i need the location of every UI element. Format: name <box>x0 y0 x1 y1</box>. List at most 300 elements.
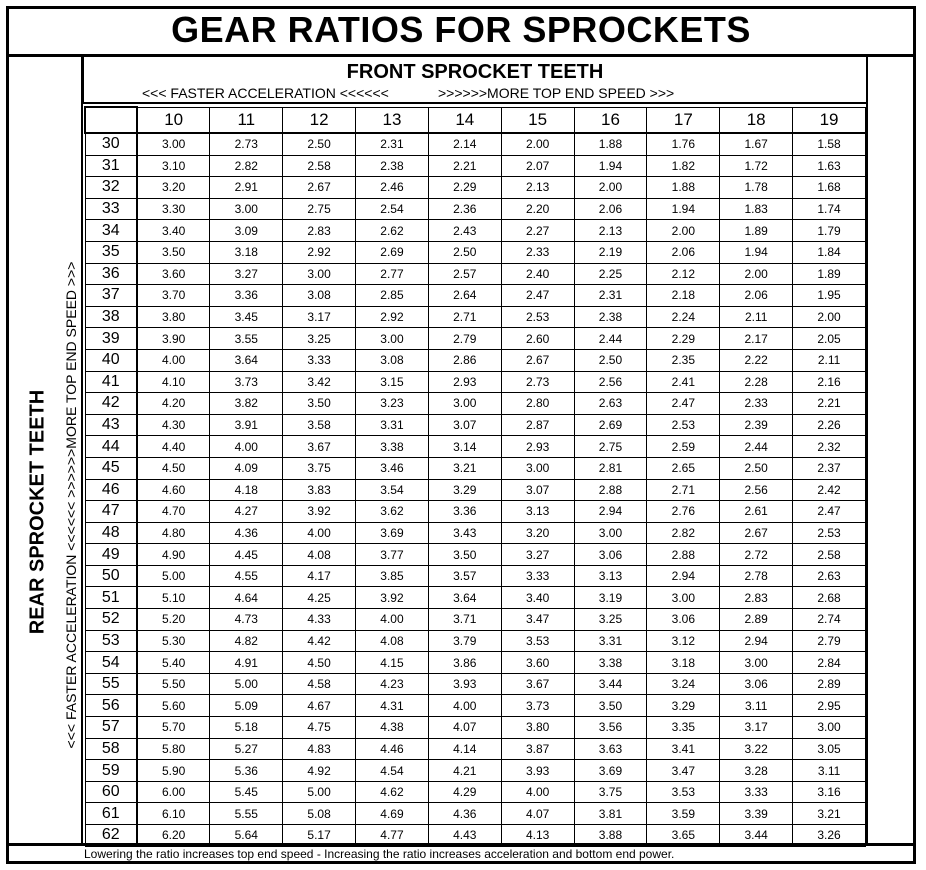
ratio-cell: 1.94 <box>720 241 793 263</box>
ratio-cell: 2.25 <box>574 263 647 285</box>
table-row <box>85 457 866 479</box>
ratio-cell: 4.08 <box>283 544 356 566</box>
ratio-cell: 2.82 <box>647 522 720 544</box>
ratio-cell: 4.77 <box>356 825 429 847</box>
ratio-cell: 5.09 <box>210 695 283 717</box>
ratio-cell: 2.27 <box>501 220 574 242</box>
ratio-cell: 3.21 <box>793 803 866 825</box>
ratio-cell: 2.92 <box>356 306 429 328</box>
ratio-cell: 4.27 <box>210 501 283 523</box>
ratio-cell: 5.40 <box>137 652 210 674</box>
ratio-cell: 2.56 <box>720 479 793 501</box>
ratio-cell: 3.69 <box>356 522 429 544</box>
ratio-cell: 2.44 <box>720 436 793 458</box>
ratio-cell: 2.18 <box>647 285 720 307</box>
table-row <box>85 133 866 155</box>
rear-teeth-cell: 50 <box>85 565 137 587</box>
ratio-cell: 2.94 <box>720 630 793 652</box>
ratio-cell: 4.36 <box>428 803 501 825</box>
ratio-cell: 3.83 <box>283 479 356 501</box>
table-row <box>85 565 866 587</box>
ratio-cell: 5.64 <box>210 825 283 847</box>
rear-teeth-cell: 44 <box>85 436 137 458</box>
ratio-cell: 3.17 <box>720 717 793 739</box>
ratio-cell: 2.31 <box>356 133 429 155</box>
ratio-cell: 2.94 <box>647 565 720 587</box>
ratio-cell: 3.26 <box>793 825 866 847</box>
ratio-cell: 3.73 <box>501 695 574 717</box>
ratio-cell: 5.60 <box>137 695 210 717</box>
ratio-cell: 4.00 <box>210 436 283 458</box>
ratio-cell: 3.75 <box>574 781 647 803</box>
table-row <box>85 220 866 242</box>
ratio-cell: 2.00 <box>647 220 720 242</box>
ratio-cell: 2.63 <box>574 393 647 415</box>
ratio-cell: 3.50 <box>428 544 501 566</box>
ratio-cell: 2.83 <box>720 587 793 609</box>
ratio-cell: 3.47 <box>501 609 574 631</box>
ratio-cell: 3.70 <box>137 285 210 307</box>
ratio-cell: 3.20 <box>501 522 574 544</box>
ratio-cell: 3.33 <box>283 349 356 371</box>
ratio-cell: 2.17 <box>720 328 793 350</box>
rear-sprocket-note: <<< FASTER ACCELERATION <<<<<< >>>>>>MORE TOP END SPEED >>> <box>63 261 79 749</box>
ratio-cell: 4.00 <box>428 695 501 717</box>
ratio-cell: 2.88 <box>647 544 720 566</box>
ratio-cell: 4.91 <box>210 652 283 674</box>
faster-acceleration-note: <<< FASTER ACCELERATION <<<<<< <box>142 85 389 101</box>
gear-ratio-table <box>84 106 866 847</box>
ratio-cell: 1.84 <box>793 241 866 263</box>
ratio-cell: 2.00 <box>574 177 647 199</box>
ratio-cell: 3.82 <box>210 393 283 415</box>
ratio-cell: 3.40 <box>501 587 574 609</box>
ratio-cell: 3.77 <box>356 544 429 566</box>
ratio-cell: 3.19 <box>574 587 647 609</box>
ratio-cell: 2.75 <box>574 436 647 458</box>
ratio-cell: 3.93 <box>501 760 574 782</box>
table-row <box>85 198 866 220</box>
ratio-cell: 3.06 <box>574 544 647 566</box>
ratio-cell: 1.76 <box>647 133 720 155</box>
ratio-cell: 4.14 <box>428 738 501 760</box>
rear-teeth-cell: 39 <box>85 328 137 350</box>
ratio-cell: 3.11 <box>720 695 793 717</box>
ratio-cell: 3.07 <box>501 479 574 501</box>
table-row <box>85 263 866 285</box>
ratio-cell: 2.68 <box>793 587 866 609</box>
ratio-cell: 3.50 <box>283 393 356 415</box>
ratio-cell: 3.18 <box>647 652 720 674</box>
table-row <box>85 306 866 328</box>
ratio-cell: 3.20 <box>137 177 210 199</box>
ratio-cell: 3.18 <box>210 241 283 263</box>
ratio-cell: 2.33 <box>501 241 574 263</box>
table-row <box>85 587 866 609</box>
rear-teeth-cell: 38 <box>85 306 137 328</box>
ratio-cell: 2.21 <box>793 393 866 415</box>
ratio-cell: 2.39 <box>720 414 793 436</box>
ratio-cell: 2.42 <box>793 479 866 501</box>
ratio-cell: 2.79 <box>793 630 866 652</box>
ratio-cell: 4.30 <box>137 414 210 436</box>
ratio-cell: 5.00 <box>137 565 210 587</box>
ratio-cell: 3.35 <box>647 717 720 739</box>
ratio-cell: 3.27 <box>210 263 283 285</box>
ratio-cell: 3.36 <box>210 285 283 307</box>
ratio-cell: 3.29 <box>428 479 501 501</box>
ratio-cell: 2.82 <box>210 155 283 177</box>
ratio-cell: 2.06 <box>720 285 793 307</box>
ratio-cell: 4.82 <box>210 630 283 652</box>
ratio-cell: 2.06 <box>647 241 720 263</box>
ratio-cell: 3.65 <box>647 825 720 847</box>
ratio-cell: 2.86 <box>428 349 501 371</box>
ratio-cell: 2.11 <box>720 306 793 328</box>
ratio-cell: 4.40 <box>137 436 210 458</box>
ratio-cell: 3.63 <box>574 738 647 760</box>
table-row <box>85 414 866 436</box>
ratio-cell: 3.08 <box>356 349 429 371</box>
ratio-cell: 4.29 <box>428 781 501 803</box>
ratio-cell: 3.08 <box>283 285 356 307</box>
ratio-cell: 2.47 <box>501 285 574 307</box>
ratio-cell: 4.21 <box>428 760 501 782</box>
ratio-cell: 2.00 <box>501 133 574 155</box>
ratio-cell: 4.42 <box>283 630 356 652</box>
ratio-cell: 3.92 <box>356 587 429 609</box>
left-divider <box>81 57 83 843</box>
ratio-cell: 3.67 <box>283 436 356 458</box>
table-row <box>85 371 866 393</box>
ratio-cell: 5.10 <box>137 587 210 609</box>
table-row <box>85 393 866 415</box>
ratio-cell: 3.57 <box>428 565 501 587</box>
ratio-cell: 4.25 <box>283 587 356 609</box>
front-teeth-header: 13 <box>356 107 429 133</box>
ratio-cell: 3.91 <box>210 414 283 436</box>
ratio-cell: 2.65 <box>647 457 720 479</box>
ratio-cell: 4.08 <box>356 630 429 652</box>
table-row <box>85 673 866 695</box>
ratio-cell: 2.73 <box>501 371 574 393</box>
ratio-cell: 2.33 <box>720 393 793 415</box>
ratio-cell: 2.36 <box>428 198 501 220</box>
ratio-cell: 3.42 <box>283 371 356 393</box>
front-teeth-header: 14 <box>428 107 501 133</box>
ratio-cell: 4.00 <box>501 781 574 803</box>
ratio-cell: 1.89 <box>793 263 866 285</box>
ratio-cell: 3.86 <box>428 652 501 674</box>
rear-teeth-cell: 46 <box>85 479 137 501</box>
ratio-cell: 2.58 <box>793 544 866 566</box>
ratio-cell: 2.87 <box>501 414 574 436</box>
ratio-cell: 3.69 <box>574 760 647 782</box>
ratio-cell: 6.10 <box>137 803 210 825</box>
ratio-cell: 2.47 <box>793 501 866 523</box>
ratio-cell: 4.67 <box>283 695 356 717</box>
ratio-cell: 3.39 <box>720 803 793 825</box>
ratio-cell: 4.55 <box>210 565 283 587</box>
ratio-cell: 3.15 <box>356 371 429 393</box>
ratio-cell: 2.81 <box>574 457 647 479</box>
table-row <box>85 717 866 739</box>
ratio-cell: 1.78 <box>720 177 793 199</box>
ratio-cell: 3.14 <box>428 436 501 458</box>
ratio-cell: 5.20 <box>137 609 210 631</box>
ratio-cell: 3.00 <box>501 457 574 479</box>
table-row <box>85 609 866 631</box>
rear-teeth-cell: 61 <box>85 803 137 825</box>
ratio-cell: 3.58 <box>283 414 356 436</box>
ratio-cell: 4.38 <box>356 717 429 739</box>
ratio-cell: 2.71 <box>647 479 720 501</box>
ratio-cell: 4.60 <box>137 479 210 501</box>
ratio-cell: 2.75 <box>283 198 356 220</box>
ratio-cell: 3.87 <box>501 738 574 760</box>
ratio-cell: 1.67 <box>720 133 793 155</box>
ratio-cell: 4.33 <box>283 609 356 631</box>
ratio-cell: 2.29 <box>428 177 501 199</box>
ratio-cell: 1.83 <box>720 198 793 220</box>
ratio-cell: 2.78 <box>720 565 793 587</box>
ratio-cell: 2.83 <box>283 220 356 242</box>
ratio-cell: 3.28 <box>720 760 793 782</box>
ratio-cell: 3.93 <box>428 673 501 695</box>
ratio-cell: 3.40 <box>137 220 210 242</box>
rear-teeth-cell: 52 <box>85 609 137 631</box>
table-row <box>85 522 866 544</box>
ratio-cell: 2.50 <box>720 457 793 479</box>
ratio-cell: 3.07 <box>428 414 501 436</box>
ratio-cell: 3.60 <box>137 263 210 285</box>
table-row <box>85 241 866 263</box>
ratio-cell: 4.09 <box>210 457 283 479</box>
ratio-cell: 2.88 <box>574 479 647 501</box>
ratio-cell: 3.47 <box>647 760 720 782</box>
ratio-cell: 3.00 <box>137 133 210 155</box>
ratio-cell: 2.26 <box>793 414 866 436</box>
ratio-cell: 1.94 <box>574 155 647 177</box>
ratio-cell: 1.63 <box>793 155 866 177</box>
ratio-cell: 3.67 <box>501 673 574 695</box>
ratio-cell: 5.80 <box>137 738 210 760</box>
ratio-cell: 4.90 <box>137 544 210 566</box>
ratio-cell: 4.07 <box>428 717 501 739</box>
ratio-cell: 3.41 <box>647 738 720 760</box>
table-row <box>85 177 866 199</box>
ratio-cell: 3.90 <box>137 328 210 350</box>
ratio-cell: 4.00 <box>137 349 210 371</box>
front-teeth-header: 11 <box>210 107 283 133</box>
ratio-cell: 2.76 <box>647 501 720 523</box>
ratio-cell: 3.92 <box>283 501 356 523</box>
ratio-cell: 4.58 <box>283 673 356 695</box>
rear-sprocket-title: REAR SPROCKET TEETH <box>26 389 49 635</box>
ratio-cell: 3.54 <box>356 479 429 501</box>
ratio-cell: 3.81 <box>574 803 647 825</box>
rear-teeth-cell: 37 <box>85 285 137 307</box>
ratio-cell: 2.57 <box>428 263 501 285</box>
table-row <box>85 652 866 674</box>
ratio-cell: 3.64 <box>210 349 283 371</box>
ratio-cell: 2.72 <box>720 544 793 566</box>
ratio-cell: 4.18 <box>210 479 283 501</box>
ratio-cell: 4.73 <box>210 609 283 631</box>
table-row <box>85 695 866 717</box>
table-body <box>85 133 866 846</box>
ratio-cell: 3.80 <box>501 717 574 739</box>
ratio-cell: 3.11 <box>793 760 866 782</box>
ratio-cell: 3.25 <box>574 609 647 631</box>
rear-teeth-cell: 32 <box>85 177 137 199</box>
ratio-cell: 4.46 <box>356 738 429 760</box>
ratio-cell: 2.11 <box>793 349 866 371</box>
ratio-cell: 2.53 <box>793 522 866 544</box>
front-teeth-header: 12 <box>283 107 356 133</box>
ratio-cell: 2.16 <box>793 371 866 393</box>
rear-teeth-cell: 62 <box>85 825 137 847</box>
rear-teeth-cell: 54 <box>85 652 137 674</box>
ratio-cell: 3.71 <box>428 609 501 631</box>
ratio-cell: 3.00 <box>428 393 501 415</box>
ratio-cell: 2.38 <box>356 155 429 177</box>
table-row <box>85 781 866 803</box>
rear-teeth-cell: 41 <box>85 371 137 393</box>
ratio-cell: 3.17 <box>283 306 356 328</box>
ratio-cell: 2.31 <box>574 285 647 307</box>
table-row <box>85 285 866 307</box>
ratio-cell: 3.10 <box>137 155 210 177</box>
ratio-cell: 2.80 <box>501 393 574 415</box>
ratio-cell: 4.75 <box>283 717 356 739</box>
ratio-cell: 3.60 <box>501 652 574 674</box>
ratio-cell: 3.12 <box>647 630 720 652</box>
ratio-cell: 2.46 <box>356 177 429 199</box>
ratio-cell: 5.08 <box>283 803 356 825</box>
ratio-cell: 1.88 <box>647 177 720 199</box>
rear-teeth-cell: 60 <box>85 781 137 803</box>
ratio-cell: 2.05 <box>793 328 866 350</box>
ratio-cell: 3.73 <box>210 371 283 393</box>
ratio-cell: 3.31 <box>574 630 647 652</box>
ratio-cell: 2.43 <box>428 220 501 242</box>
ratio-cell: 3.00 <box>210 198 283 220</box>
ratio-cell: 3.05 <box>793 738 866 760</box>
footer-note: Lowering the ratio increases top end speed - Increasing the ratio increases acceleration and bottom end power. <box>84 847 675 861</box>
ratio-cell: 2.85 <box>356 285 429 307</box>
ratio-cell: 2.74 <box>793 609 866 631</box>
ratio-cell: 4.50 <box>137 457 210 479</box>
ratio-cell: 3.31 <box>356 414 429 436</box>
ratio-cell: 2.40 <box>501 263 574 285</box>
rear-teeth-cell: 33 <box>85 198 137 220</box>
ratio-cell: 3.27 <box>501 544 574 566</box>
ratio-cell: 2.77 <box>356 263 429 285</box>
ratio-cell: 2.06 <box>574 198 647 220</box>
ratio-cell: 1.82 <box>647 155 720 177</box>
rear-teeth-cell: 59 <box>85 760 137 782</box>
ratio-cell: 2.38 <box>574 306 647 328</box>
ratio-cell: 3.38 <box>574 652 647 674</box>
ratio-cell: 3.21 <box>428 457 501 479</box>
ratio-cell: 4.69 <box>356 803 429 825</box>
ratio-cell: 2.79 <box>428 328 501 350</box>
ratio-cell: 2.63 <box>793 565 866 587</box>
ratio-cell: 2.07 <box>501 155 574 177</box>
ratio-cell: 2.67 <box>283 177 356 199</box>
ratio-cell: 2.69 <box>574 414 647 436</box>
ratio-cell: 2.00 <box>720 263 793 285</box>
ratio-cell: 3.50 <box>574 695 647 717</box>
ratio-cell: 2.35 <box>647 349 720 371</box>
ratio-cell: 4.23 <box>356 673 429 695</box>
ratio-cell: 2.67 <box>720 522 793 544</box>
ratio-cell: 2.94 <box>574 501 647 523</box>
right-divider <box>866 57 868 843</box>
ratio-cell: 2.29 <box>647 328 720 350</box>
ratio-cell: 2.64 <box>428 285 501 307</box>
ratio-cell: 1.58 <box>793 133 866 155</box>
ratio-cell: 1.89 <box>720 220 793 242</box>
ratio-cell: 3.64 <box>428 587 501 609</box>
ratio-cell: 2.37 <box>793 457 866 479</box>
table-row <box>85 328 866 350</box>
ratio-cell: 6.20 <box>137 825 210 847</box>
rear-teeth-cell: 55 <box>85 673 137 695</box>
ratio-cell: 4.15 <box>356 652 429 674</box>
ratio-cell: 2.41 <box>647 371 720 393</box>
ratio-cell: 2.89 <box>720 609 793 631</box>
ratio-cell: 3.00 <box>574 522 647 544</box>
ratio-cell: 1.68 <box>793 177 866 199</box>
table-row <box>85 738 866 760</box>
ratio-cell: 3.00 <box>720 652 793 674</box>
ratio-cell: 4.20 <box>137 393 210 415</box>
front-sprocket-header <box>82 57 868 104</box>
ratio-cell: 4.36 <box>210 522 283 544</box>
ratio-cell: 3.55 <box>210 328 283 350</box>
ratio-cell: 2.19 <box>574 241 647 263</box>
ratio-cell: 1.79 <box>793 220 866 242</box>
ratio-cell: 4.70 <box>137 501 210 523</box>
ratio-cell: 3.06 <box>647 609 720 631</box>
rear-teeth-cell: 34 <box>85 220 137 242</box>
ratio-cell: 1.72 <box>720 155 793 177</box>
ratio-cell: 3.09 <box>210 220 283 242</box>
ratio-cell: 2.20 <box>501 198 574 220</box>
ratio-cell: 2.73 <box>210 133 283 155</box>
ratio-cell: 2.24 <box>647 306 720 328</box>
rear-teeth-cell: 51 <box>85 587 137 609</box>
ratio-cell: 2.56 <box>574 371 647 393</box>
ratio-cell: 3.33 <box>501 565 574 587</box>
ratio-cell: 2.91 <box>210 177 283 199</box>
ratio-cell: 3.00 <box>356 328 429 350</box>
ratio-cell: 2.71 <box>428 306 501 328</box>
rear-teeth-cell: 31 <box>85 155 137 177</box>
ratio-cell: 1.88 <box>574 133 647 155</box>
rear-teeth-cell: 58 <box>85 738 137 760</box>
ratio-cell: 2.95 <box>793 695 866 717</box>
rear-teeth-cell: 48 <box>85 522 137 544</box>
ratio-cell: 3.59 <box>647 803 720 825</box>
ratio-cell: 2.60 <box>501 328 574 350</box>
table-row <box>85 436 866 458</box>
ratio-cell: 4.07 <box>501 803 574 825</box>
ratio-cell: 2.14 <box>428 133 501 155</box>
ratio-cell: 4.31 <box>356 695 429 717</box>
